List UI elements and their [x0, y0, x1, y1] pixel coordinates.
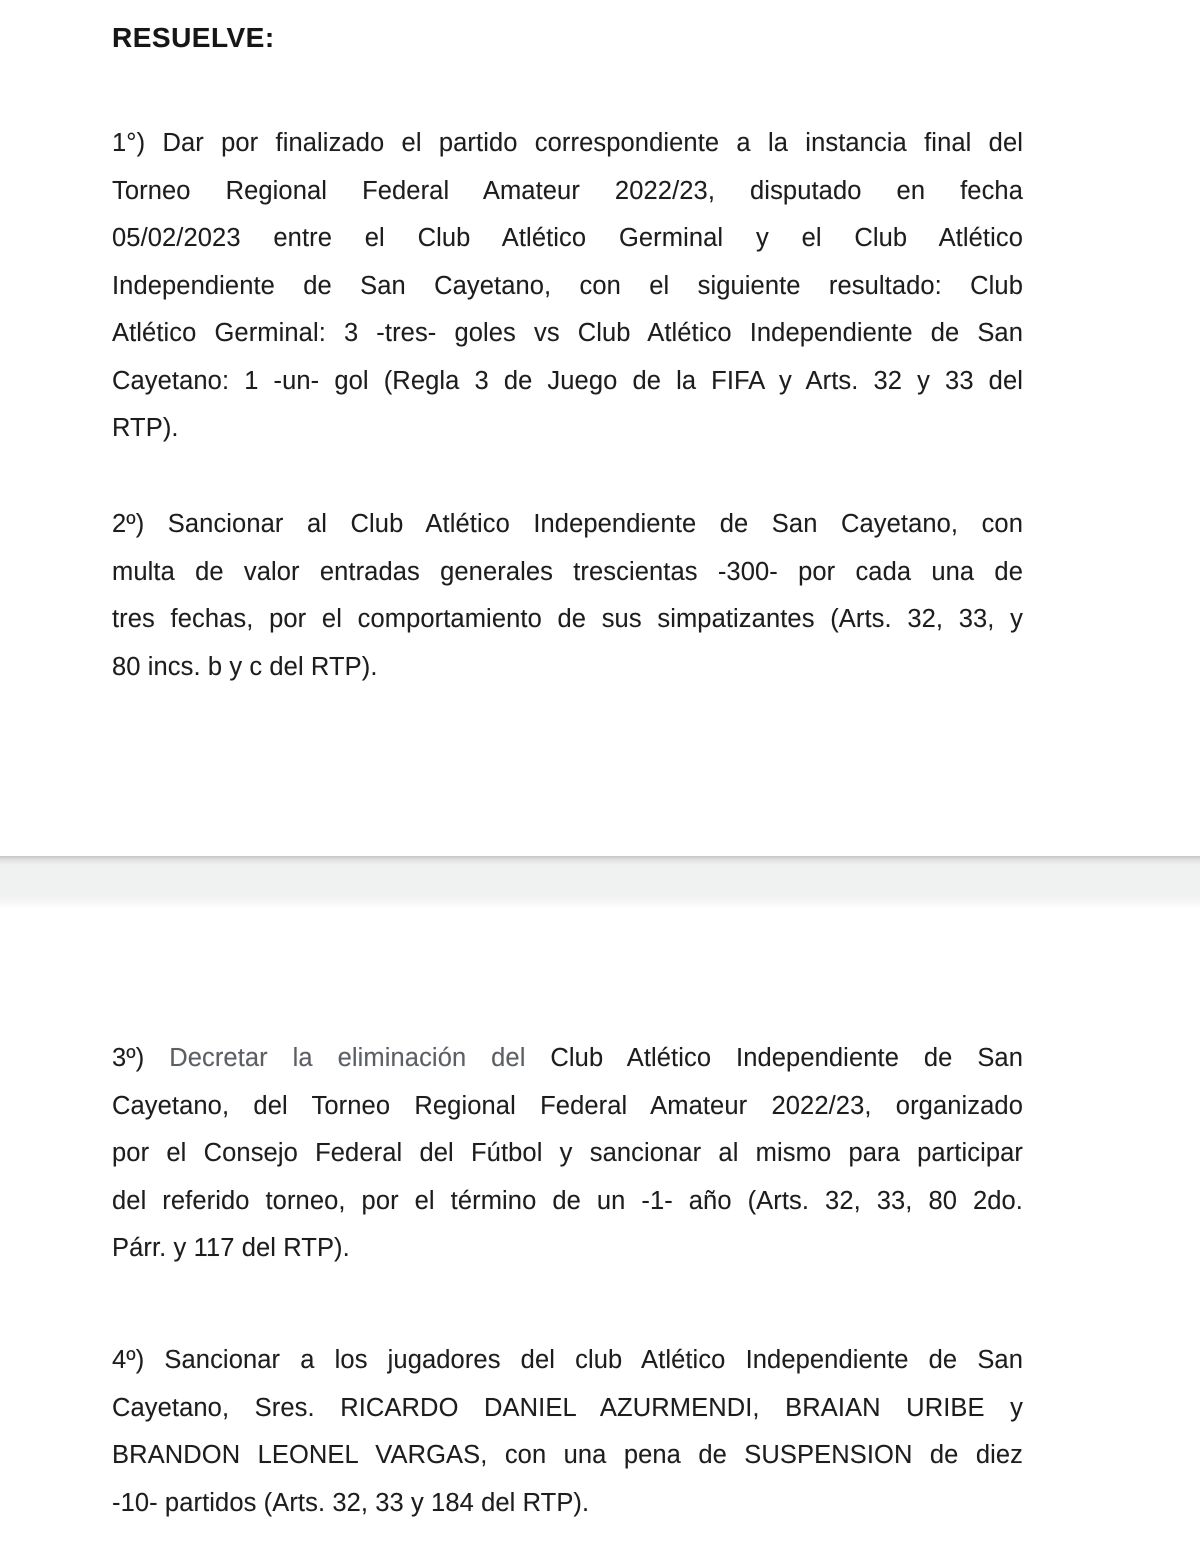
resolution-item-4 — [112, 1337, 1023, 1527]
paragraph-line: 2º) Sancionar al Club Atlético Independiente de San Cayetano, con — [112, 510, 1023, 538]
paragraph-line: 80 incs. b y c del RTP). — [112, 652, 378, 681]
paragraph-line: multa de valor entradas generales trescientas -300- por cada una de — [112, 557, 1023, 586]
paragraph-line: RTP). — [112, 414, 179, 442]
faded-text: Decretar la eliminación del — [169, 1044, 526, 1072]
paragraph-line: 4º) Sancionar a los jugadores del club Atlético Independiente de San — [112, 1346, 1023, 1374]
paragraph-line: Independiente de San Cayetano, con el siguiente resultado: Club — [112, 271, 1023, 300]
resolution-heading: RESUELVE: — [112, 22, 275, 53]
paragraph-line: tres fechas, por el comportamiento de sus simpatizantes (Arts. 32, 33, y — [112, 605, 1023, 633]
paragraph-line: Torneo Regional Federal Amateur 2022/23, disputado en fecha — [112, 176, 1023, 205]
resolution-item-2 — [112, 501, 1023, 691]
paragraph-line: 05/02/2023 entre el Club Atlético Germinal y el Club Atlético — [112, 224, 1023, 252]
paragraph-line: Cayetano, Sres. RICARDO DANIEL AZURMENDI, BRAIAN URIBE y — [112, 1393, 1023, 1422]
paragraph-line: Párr. y 117 del RTP). — [112, 1234, 350, 1262]
paragraph-line: Cayetano: 1 -un- gol (Regla 3 de Juego de la FIFA y Arts. 32 y 33 del — [112, 366, 1023, 395]
paragraph-line: BRANDON LEONEL VARGAS, con una pena de SUSPENSION de diez — [112, 1441, 1023, 1469]
paragraph-line: del referido torneo, por el término de un -1- año (Arts. 32, 33, 80 2do. — [112, 1186, 1023, 1215]
paragraph-line: Cayetano, del Torneo Regional Federal Amateur 2022/23, organizado — [112, 1091, 1023, 1120]
section-divider — [0, 856, 1200, 908]
item-number: 3º) — [112, 1044, 170, 1072]
paragraph-text: Club Atlético Independiente de San — [525, 1044, 1023, 1072]
paragraph-line: por el Consejo Federal del Fútbol y sancionar al mismo para participar — [112, 1139, 1023, 1167]
paragraph-line: -10- partidos (Arts. 32, 33 y 184 del RTP). — [112, 1488, 590, 1517]
paragraph-line: 1°) Dar por finalizado el partido correspondiente a la instancia final del — [112, 129, 1023, 157]
paragraph-line — [112, 1035, 1023, 1083]
paragraph-line: Atlético Germinal: 3 -tres- goles vs Club Atlético Independiente de San — [112, 319, 1023, 347]
resolution-item-1 — [112, 120, 1023, 453]
resolution-item-3 — [112, 1035, 1023, 1273]
